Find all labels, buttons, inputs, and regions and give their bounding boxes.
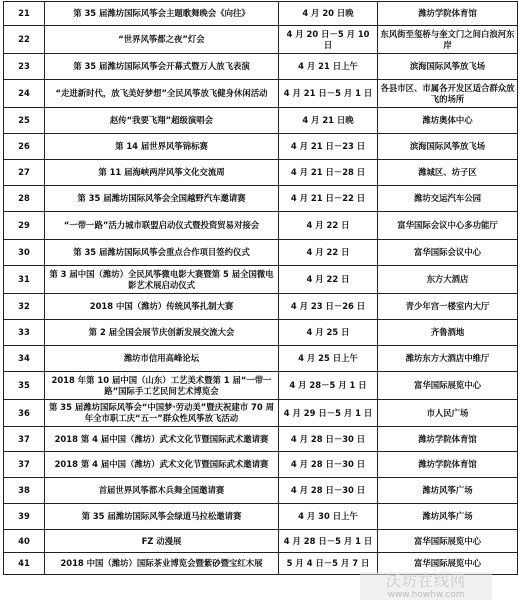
table-row [4,320,518,346]
row-number: 21 [4,2,45,26]
table-row [4,80,518,108]
table-row [4,372,518,400]
event-name: 第 11 届海峡两岸风筝文化交流周 [45,160,279,186]
row-number: 41 [4,553,45,575]
table-row [4,478,518,504]
event-venue: 富华国际展览中心 [378,372,518,400]
event-venue: 各县市区、市属各开发区适合群众放飞的场所 [378,80,518,108]
row-number: 34 [4,346,45,372]
event-name: “走进新时代，放飞美好梦想”全民风筝放飞健身休闲活动 [45,80,279,108]
event-date: 5 月 4 日－5 月 7 日 [279,553,378,575]
row-number: 39 [4,504,45,530]
row-number: 37 [4,427,45,452]
event-venue: 东方大酒店 [378,266,518,294]
table-row [4,212,518,240]
event-date: 4 月 21 日－5 月 1 日 [279,80,378,108]
event-date: 4 月 28 日－5 月 1 日 [279,530,378,553]
row-number: 23 [4,54,45,80]
event-venue: 潍城区、坊子区 [378,160,518,186]
event-date: 4 月 25 日 [279,320,378,346]
event-venue: 富华国际会议中心多功能厅 [378,212,518,240]
event-name: 2018 年第 10 届中国（山东）工艺美术暨第 1 届“一带一路”国际手工艺民间艺术博览会 [45,372,279,400]
event-date: 4 月 20 日晚 [279,2,378,26]
table-row [4,294,518,320]
event-date: 4 月 21 日上午 [279,54,378,80]
event-name: 赵传“我要飞翔”超级演唱会 [45,108,279,134]
row-number: 29 [4,212,45,240]
event-venue: 潍坊学院体育馆 [378,427,518,452]
row-number: 31 [4,266,45,294]
event-date: 4 月 28 日－30 日 [279,478,378,504]
row-number: 28 [4,186,45,212]
table-row [4,54,518,80]
event-name: 第 35 届潍坊国际风筝会主题歌舞晚会《向往》 [45,2,279,26]
row-number: 32 [4,294,45,320]
event-venue: 滨海国际风筝放飞场 [378,134,518,160]
event-name: 潍坊市信用高峰论坛 [45,346,279,372]
event-date: 4 月 21 日－28 日 [279,160,378,186]
event-date: 4 月 22 日 [279,240,378,266]
table-row [4,530,518,553]
row-number: 24 [4,80,45,108]
event-name: 2018 中国（潍坊）传统风筝扎制大赛 [45,294,279,320]
table-row [4,400,518,427]
event-name: 第 35 届潍坊国际风筝会全国越野汽车邀请赛 [45,186,279,212]
event-venue: 潍坊东方大酒店中维厅 [378,346,518,372]
event-name: 第 35 届潍坊国际风筝会绿道马拉松邀请赛 [45,504,279,530]
event-date: 4 月 30 日上午 [279,504,378,530]
event-venue: 东风街至玺桥与奎文门之间白浪河东岸 [378,26,518,54]
event-date: 4 月 23 日－26 日 [279,294,378,320]
event-venue: 潍坊风筝广场 [378,504,518,530]
table-row [4,266,518,294]
event-name: 2018 第 4 届中国（潍坊）武术文化节暨国际武术邀请赛 [45,452,279,478]
event-name: 2018 第 4 届中国（潍坊）武术文化节暨国际武术邀请赛 [45,427,279,452]
table-row [4,2,518,26]
table-row [4,26,518,54]
event-name: 2018 中国（潍坊）国际茶业博览会暨紫砂暨宝红木展 [45,553,279,575]
event-name: 首届世界风筝都木兵舞全国邀请赛 [45,478,279,504]
event-date: 4 月 28 日－30 日 [279,452,378,478]
watermark-text: 沃坊在线网 [385,572,466,590]
row-number: 37 [4,452,45,478]
row-number: 40 [4,530,45,553]
event-venue: 富华国际会议中心 [378,240,518,266]
event-venue: 滨海国际风筝放飞场 [378,54,518,80]
event-date: 4 月 25 日上午 [279,346,378,372]
site-watermark [360,572,492,600]
table-row [4,504,518,530]
row-number: 25 [4,108,45,134]
event-date: 4 月 29 日－5 月 1 日 [279,400,378,427]
watermark-url: www.howhw.com [387,590,465,600]
event-venue: 潍坊学院体育馆 [378,2,518,26]
event-name: 第 35 届潍坊国际风筝会“中国梦·劳动美”暨庆祝建市 70 周年全市职工庆“五一”群众性风筝放飞活动 [45,400,279,427]
row-number: 38 [4,478,45,504]
row-number: 36 [4,400,45,427]
row-number: 27 [4,160,45,186]
event-venue: 潍坊交运汽车公园 [378,186,518,212]
table-row [4,134,518,160]
row-number: 33 [4,320,45,346]
event-venue: 富华国际展览中心 [378,553,518,575]
table-row [4,452,518,478]
event-venue: 潍坊奥体中心 [378,108,518,134]
row-number: 22 [4,26,45,54]
row-number: 30 [4,240,45,266]
row-number: 35 [4,372,45,400]
table-row [4,108,518,134]
table-row [4,160,518,186]
activity-schedule-table [3,1,518,575]
table-row [4,186,518,212]
event-name: 第 35 届潍坊国际风筝会开幕式暨万人放飞表演 [45,54,279,80]
event-date: 4 月 22 日 [279,212,378,240]
event-venue: 齐鲁酒地 [378,320,518,346]
event-venue: 青少年宫一楼室内大厅 [378,294,518,320]
event-venue: 市人民广场 [378,400,518,427]
event-name: 第 35 届潍坊国际风筝会重点合作项目签约仪式 [45,240,279,266]
event-name: 第 3 届中国（潍坊）全民风筝微电影大赛暨第 5 届全国微电影艺术展启动仪式 [45,266,279,294]
event-venue: 潍坊学院体育馆 [378,452,518,478]
event-date: 4 月 21 日－23 日 [279,134,378,160]
event-date: 4 月 21 日晚 [279,108,378,134]
table-row [4,346,518,372]
event-venue: 富华国际展览中心 [378,530,518,553]
event-date: 4 月 28－5 月 1 日 [279,372,378,400]
row-number: 26 [4,134,45,160]
event-name: “一带一路”活力城市联盟启动仪式暨投资贸易对接会 [45,212,279,240]
event-date: 4 月 28 日－30 日 [279,427,378,452]
event-venue: 潍坊风筝广场 [378,478,518,504]
table-row [4,240,518,266]
table-row [4,427,518,452]
event-date: 4 月 22 日 [279,266,378,294]
event-name: “世界风筝都之夜”灯会 [45,26,279,54]
event-date: 4 月 21 日－22 日 [279,186,378,212]
event-name: FZ 动漫展 [45,530,279,553]
event-name: 第 14 届世界风筝锦标赛 [45,134,279,160]
event-date: 4 月 20 日－5 月 10 日 [279,26,378,54]
event-name: 第 2 届全国会展节庆创新发展交流大会 [45,320,279,346]
